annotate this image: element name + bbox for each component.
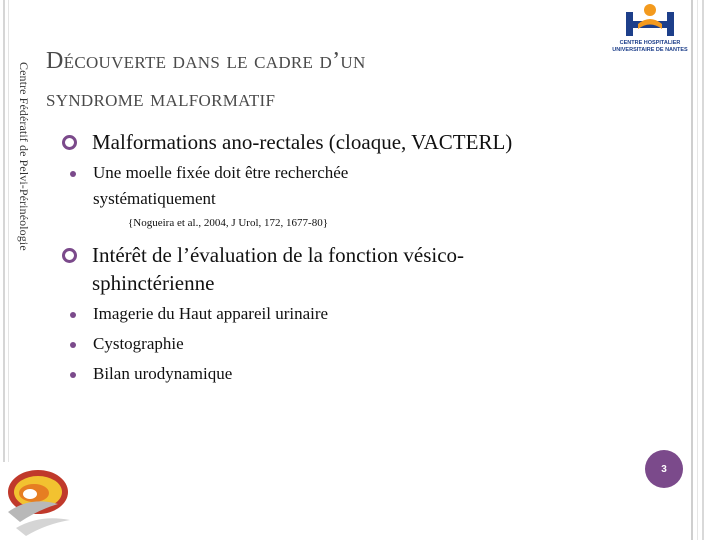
swirl-logo-icon [0, 466, 80, 540]
bullet-text-line2: sphinctérienne [92, 271, 215, 295]
sub-bullet-text-line1: Une moelle fixée doit être recherchée [93, 163, 349, 182]
bullet-text: Malformations ano-rectales (cloaque, VACTERL) [92, 130, 513, 154]
ring-bullet-icon [62, 135, 77, 150]
slide-content [58, 128, 658, 387]
frame-line-left-inner [8, 0, 9, 462]
frame-line-right-outer [702, 0, 704, 540]
side-caption: Centre Fédératif de Pelvi-Périnéologie [17, 62, 31, 251]
chu-logo-caption [612, 40, 688, 53]
bullet-malformations [58, 128, 658, 156]
dot-bullet-icon [70, 372, 76, 378]
dot-bullet-icon [70, 171, 76, 177]
title-line2: syndrome malformatif [46, 86, 276, 112]
dot-bullet-icon [70, 342, 76, 348]
reference-citation: {Nogueira et al., 2004, J Urol, 172, 1677-80} [128, 217, 328, 229]
frame-line-right [691, 0, 693, 540]
frame-line-right-inner [697, 0, 698, 540]
page-number-badge: 3 [645, 450, 683, 488]
sub-bullet-moelle [58, 160, 658, 212]
ring-bullet-icon [62, 248, 77, 263]
sub-bullet-cystographie [58, 331, 658, 357]
slide-title [46, 42, 606, 118]
logo-caption-line2: UNIVERSITAIRE DE NANTES [612, 46, 688, 53]
title-line1: Découverte dans le cadre d’un [46, 48, 366, 74]
sub-bullet-text: Cystographie [93, 334, 184, 353]
sub-bullet-text: Imagerie du Haut appareil urinaire [93, 304, 329, 323]
dot-bullet-icon [70, 312, 76, 318]
sub-bullet-text-line2: systématiquement [93, 189, 216, 208]
bullet-text-line1: Intérêt de l’évaluation de la fonction vésico- [92, 243, 465, 267]
sub-bullet-imagerie [58, 301, 658, 327]
frame-line-left [3, 0, 5, 462]
logo-caption-line1: CENTRE HOSPITALIER [619, 40, 681, 46]
chu-logo-icon [612, 2, 688, 40]
chu-nantes-logo [612, 2, 688, 56]
sub-bullet-bilan [58, 361, 658, 387]
bullet-interet [58, 241, 658, 297]
sub-bullet-text: Bilan urodynamique [93, 364, 233, 383]
